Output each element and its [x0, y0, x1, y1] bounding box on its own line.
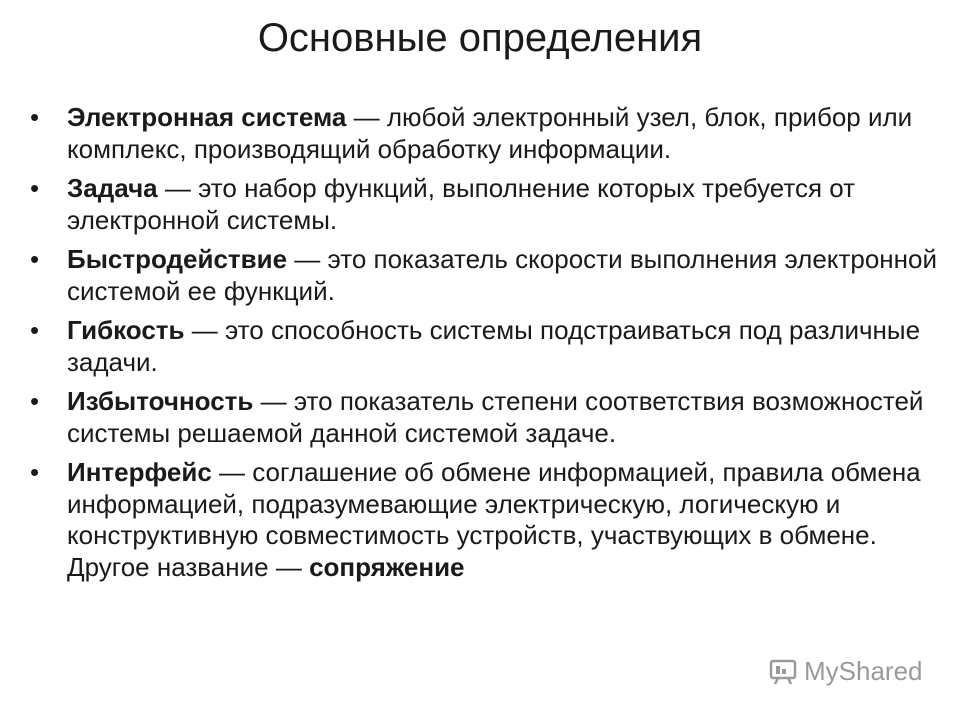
definition-item [30, 244, 940, 307]
bullet: • [30, 386, 40, 416]
definition-term: Задача [67, 173, 158, 203]
bullet: • [30, 315, 40, 345]
definition-term: Избыточность [67, 386, 254, 416]
definition-item [30, 315, 940, 378]
definition-term: Быстродействие [67, 244, 288, 274]
definition-text: — это показатель скорости выполнения электронной системой ее функций. [67, 244, 938, 306]
slide-title: Основные определения [257, 16, 703, 60]
definition-text: — любой электронный узел, блок, прибор или комплекс, производящий обработку информации. [67, 102, 913, 164]
watermark [768, 656, 923, 687]
bullet: • [30, 102, 40, 132]
definition-text: — это способность системы подстраиваться под различные задачи. [67, 315, 921, 377]
definition-item [30, 173, 940, 236]
bullet: • [30, 173, 40, 203]
definition-text: — это набор функций, выполнение которых требуется от электронной системы. [67, 173, 856, 235]
definition-term: Интерфейс [67, 457, 212, 487]
definition-term: Электронная система [67, 102, 347, 132]
definition-text: — это показатель степени соответствия возможностей системы решаемой данной системой задаче. [67, 386, 924, 448]
definition-text: — соглашение об обмене информацией, правила обмена информацией, подразумевающие электрическую, логическую и конструктивную совместимость устройств, участвующих в обмене. Другое название — [67, 457, 921, 582]
definition-term: Гибкость [67, 315, 185, 345]
definitions-list [30, 102, 940, 591]
definition-item [30, 457, 940, 583]
definition-synonym: сопряжение [309, 551, 465, 582]
presentation-board-icon [768, 657, 798, 687]
watermark-text: MyShared [804, 656, 923, 686]
definition-item [30, 102, 940, 165]
definition-item [30, 386, 940, 449]
bullet: • [30, 244, 40, 274]
bullet: • [30, 457, 40, 487]
